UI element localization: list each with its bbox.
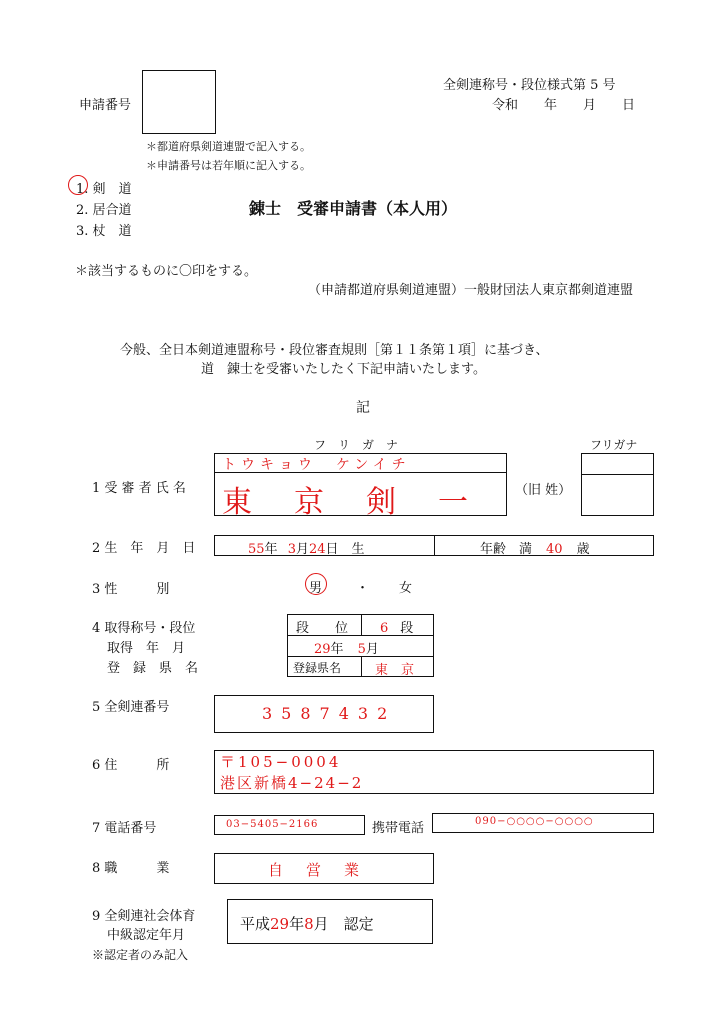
acquired-date[interactable]: 29年 5月: [314, 642, 379, 657]
address-label: 6 住 所: [92, 758, 170, 773]
note-federation-fill: ＊都道府県剣道連盟で記入する。: [146, 140, 311, 153]
pref-value[interactable]: 東 京: [375, 663, 415, 678]
date-line: 令和 年 月 日: [492, 98, 636, 113]
old-name-box[interactable]: [581, 453, 654, 516]
postal-code[interactable]: 〒105−0004: [220, 753, 342, 771]
gender-male[interactable]: 男: [309, 581, 323, 596]
category-kendo[interactable]: 1. 剣 道: [76, 182, 132, 197]
furigana-header: フ リ ガ ナ: [314, 438, 399, 452]
name-value[interactable]: 東 京 剣 一: [222, 485, 474, 520]
intro-line-2: 道 錬士を受審いたしたく下記申請いたします。: [201, 362, 486, 377]
intro-line-1: 今般、全日本剣道連盟称号・段位審査規則［第１１条第１項］に基づき、: [120, 343, 549, 358]
address-value[interactable]: 港区新橋4−24−2: [220, 774, 364, 792]
mobile-label: 携帯電話: [372, 821, 425, 836]
category-jodo[interactable]: 3. 杖 道: [76, 224, 132, 239]
page-title: 錬士 受審申請書（本人用）: [249, 199, 458, 218]
federation-name: （申請都道府県剣道連盟）一般財団法人東京都剣道連盟: [308, 283, 634, 298]
cert-label-1: 9 全剣連社会体育: [92, 909, 196, 924]
rank-col-line-1: [361, 615, 362, 635]
gender-separator: ・: [356, 581, 370, 596]
gender-label: 3 性 別: [92, 582, 170, 597]
category-iaido[interactable]: 2. 居合道: [76, 203, 132, 218]
old-name-label: （旧 姓）: [515, 483, 572, 498]
dan-value[interactable]: 6 段: [380, 621, 414, 636]
ki-heading: 記: [356, 400, 370, 416]
member-no-label: 5 全剣連番号: [92, 700, 170, 715]
job-label: 8 職 業: [92, 861, 170, 876]
pref-label: 登録県名: [293, 661, 342, 675]
member-no-value[interactable]: 3587432: [262, 704, 397, 723]
name-label: 1 受 審 者 氏 名: [92, 481, 186, 496]
old-name-divider: [582, 474, 653, 475]
cert-label-2: 中級認定年月: [107, 928, 186, 943]
name-kana[interactable]: トウキョウ ケンイチ: [222, 457, 411, 473]
form-number: 全剣連称号・段位様式第 5 号: [443, 78, 616, 93]
birth-label: 2 生 年 月 日: [92, 541, 196, 556]
mobile-value[interactable]: 090−○○○○−○○○○: [475, 816, 594, 827]
furigana-right-header: フリガナ: [590, 438, 638, 452]
rank-col-line-2: [361, 657, 362, 676]
note-order: ＊申請番号は若年順に記入する。: [146, 159, 311, 172]
application-number-label: 申請番号: [79, 98, 132, 113]
birth-divider: [434, 536, 435, 555]
cert-value[interactable]: 平成29年8月 認定: [240, 915, 374, 933]
application-number-box[interactable]: [142, 70, 216, 134]
dan-label: 段 位: [296, 621, 349, 636]
gender-female[interactable]: 女: [399, 581, 413, 596]
phone-value[interactable]: 03−5405−2166: [226, 819, 319, 830]
rank-label-1: 4 取得称号・段位: [92, 621, 196, 636]
circle-instruction: ＊該当するものに〇印をする。: [75, 264, 258, 279]
job-value[interactable]: 自 営 業: [268, 861, 364, 879]
rank-label-2: 取得 年 月: [107, 641, 186, 656]
rank-label-3: 登 録 県 名: [107, 661, 199, 676]
cert-note: ※認定者のみ記入: [92, 948, 189, 962]
phone-label: 7 電話番号: [92, 821, 157, 836]
age[interactable]: 年齢 満 40 歳: [480, 542, 590, 557]
birth-date[interactable]: 55年 3月24日 生: [248, 542, 365, 557]
